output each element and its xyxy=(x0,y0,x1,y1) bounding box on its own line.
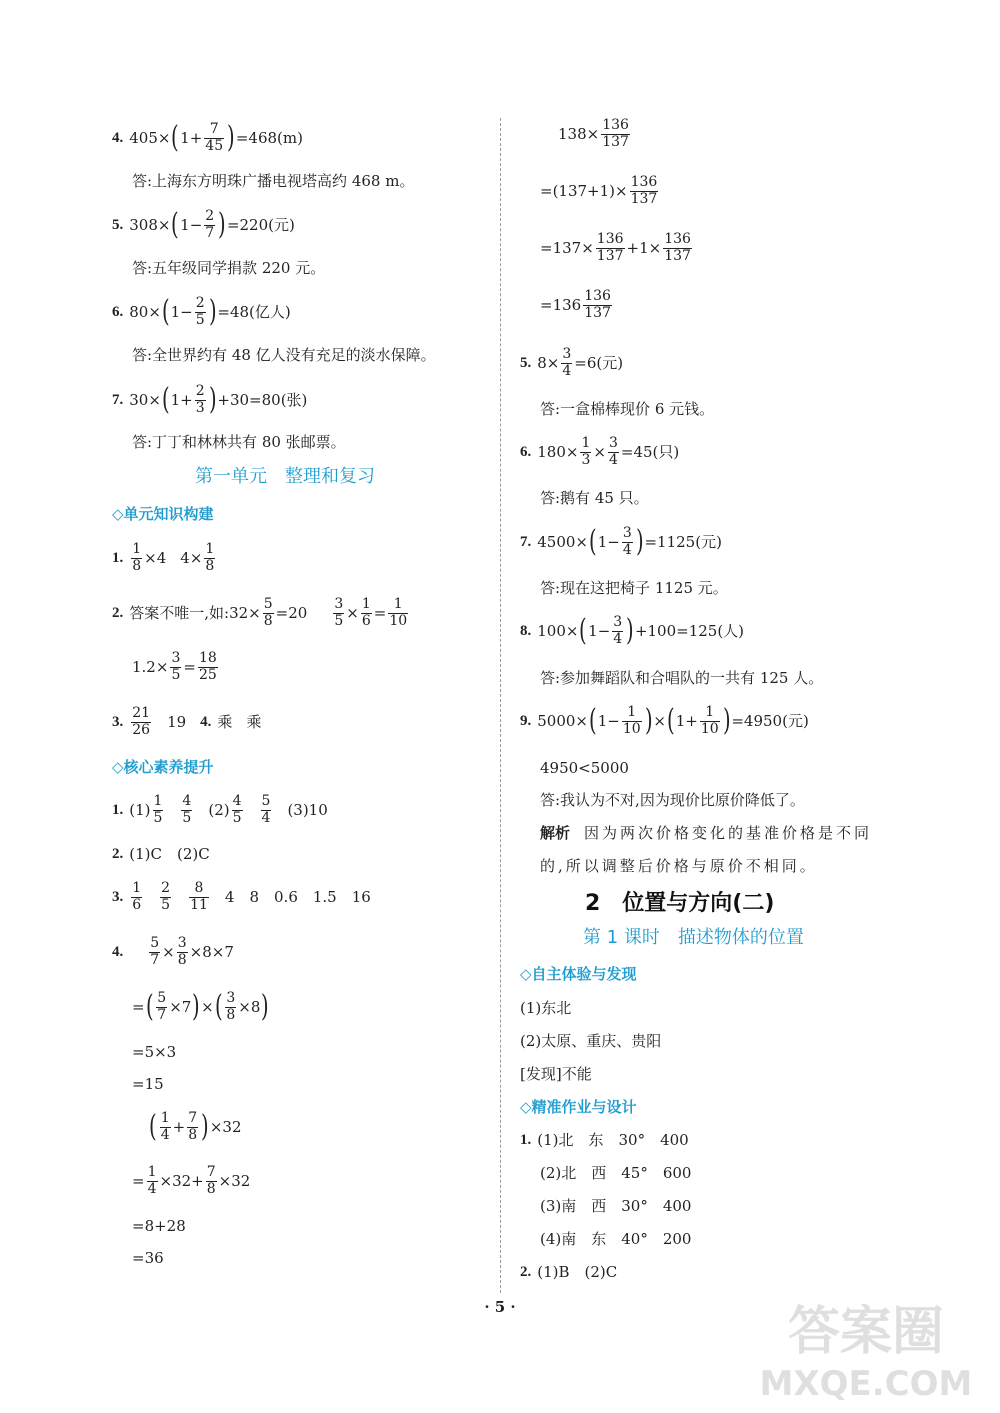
left-q4-formula: 4. 405× ( 1+ $\frac{7}{45}$ ) =468(m) xyxy=(112,120,303,156)
fraction: $\frac{1}{4}$ xyxy=(160,1110,170,1143)
chapter-title: 2 位置与方向(二) xyxy=(585,891,775,916)
watermark-logo xyxy=(746,1287,986,1407)
unit-title: 第一单元 整理和复习 xyxy=(195,466,375,487)
p1-row: (3)南 西 30° 400 xyxy=(540,1197,692,1215)
fraction: $\frac{136}{137}$ xyxy=(602,117,629,150)
h4b: = ( $\frac{5}{7}$ ×7 ) × ( $\frac{3}{8}$ ×8 ) xyxy=(132,989,270,1025)
p1-row: 1. (1)北 东 30° 400 xyxy=(520,1131,689,1149)
h4f: = $\frac{1}{4}$ ×32+ $\frac{7}{8}$ ×32 xyxy=(132,1164,251,1197)
fraction: $\frac{21}{26}$ xyxy=(132,705,151,738)
fraction: $\frac{1}{10}$ xyxy=(389,596,408,629)
a3: [发现]不能 xyxy=(520,1065,592,1083)
k2b: 1.2× $\frac{3}{5}$ = $\frac{18}{25}$ xyxy=(132,650,217,683)
fraction: $\frac{1}{10}$ xyxy=(622,704,641,737)
fraction: $\frac{2}{7}$ xyxy=(205,208,215,241)
fraction: $\frac{7}{8}$ xyxy=(188,1110,198,1143)
fraction: $\frac{3}{4}$ xyxy=(608,435,618,468)
fraction: $\frac{2}{5}$ xyxy=(195,295,205,328)
right-q9-answer: 答:我认为不对,因为现价比原价降低了。 xyxy=(540,791,805,809)
fraction: $\frac{2}{3}$ xyxy=(195,383,205,416)
left-q5-formula: 5. 308× ( 1− $\frac{2}{7}$ ) =220(元) xyxy=(112,207,295,243)
r3: =137× $\frac{136}{137}$ +1× $\frac{136}{137}$ xyxy=(540,231,691,264)
right-q9-analysis: 解析 因为两次价格变化的基准价格是不同 xyxy=(540,824,873,842)
fraction: $\frac{3}{4}$ xyxy=(613,614,623,647)
fraction: $\frac{4}{5}$ xyxy=(182,793,192,826)
r4: =136 $\frac{136}{137}$ xyxy=(540,288,611,321)
right-q5-answer: 答:一盒棉棒现价 6 元钱。 xyxy=(540,400,715,418)
a1: (1)东北 xyxy=(520,999,572,1017)
fraction: $\frac{1}{10}$ xyxy=(700,704,719,737)
question-number: 4. xyxy=(112,129,124,146)
lesson-title: 第 1 课时 描述物体的位置 xyxy=(583,927,804,948)
h4e: ( $\frac{1}{4}$ + $\frac{7}{8}$ ) ×32 xyxy=(149,1109,242,1145)
fraction: $\frac{1}{8}$ xyxy=(205,541,215,574)
fraction: $\frac{5}{7}$ xyxy=(150,935,160,968)
p1-row: (4)南 东 40° 200 xyxy=(540,1230,692,1248)
watermark-url: MXQE.COM xyxy=(759,1364,973,1404)
h4g: =8+28 xyxy=(132,1217,186,1235)
right-q9-compare: 4950<5000 xyxy=(540,759,629,777)
fraction: $\frac{3}{5}$ xyxy=(334,596,344,629)
watermark-text: 答案圈 xyxy=(787,1302,945,1362)
fraction: $\frac{5}{4}$ xyxy=(261,793,271,826)
right-q9-analysis-cont: 的,所以调整后价格与原价不相同。 xyxy=(540,857,818,875)
fraction: $\frac{1}{6}$ xyxy=(361,596,371,629)
right-q6-answer: 答:鹅有 45 只。 xyxy=(540,489,649,507)
h4c: =5×3 xyxy=(132,1043,177,1061)
fraction: $\frac{3}{8}$ xyxy=(177,935,187,968)
fraction: $\frac{1}{5}$ xyxy=(153,793,163,826)
right-q9: 9. 5000× ( 1− $\frac{1}{10}$ ) × ( 1+ $\frac{1}{10}$ ) =4950(元) xyxy=(520,703,809,739)
right-q8-answer: 答:参加舞蹈队和合唱队的一共有 125 人。 xyxy=(540,669,824,687)
fraction: $\frac{3}{8}$ xyxy=(226,990,236,1023)
h4: 4. $\frac{5}{7}$ × $\frac{3}{8}$ ×8×7 xyxy=(112,935,234,968)
fraction: $\frac{4}{5}$ xyxy=(232,793,242,826)
left-q5-answer: 答:五年级同学捐款 220 元。 xyxy=(132,259,326,277)
p2: 2. (1)B (2)C xyxy=(520,1263,618,1281)
section-heading: ◇自主体验与发现 xyxy=(520,965,637,983)
fraction: $\frac{18}{25}$ xyxy=(198,650,217,683)
page-number: · 5 · xyxy=(484,1298,516,1316)
fraction: $\frac{3}{5}$ xyxy=(171,650,181,683)
right-q7: 7. 4500× ( 1− $\frac{3}{4}$ ) =1125(元) xyxy=(520,524,722,560)
h4h: =36 xyxy=(132,1249,164,1267)
p1-row: (2)北 西 45° 600 xyxy=(540,1164,692,1182)
left-q7-formula: 7. 30× ( 1+ $\frac{2}{3}$ ) +30=80(张) xyxy=(112,382,308,418)
section-heading: ◇核心素养提升 xyxy=(112,758,214,776)
fraction: $\frac{3}{4}$ xyxy=(622,525,632,558)
fraction: $\frac{1}{8}$ xyxy=(132,541,142,574)
r1: 138× $\frac{136}{137}$ xyxy=(558,117,629,150)
fraction: $\frac{136}{137}$ xyxy=(596,231,624,264)
h4d: =15 xyxy=(132,1075,164,1093)
fraction: $\frac{5}{8}$ xyxy=(263,596,273,629)
section-heading: ◇精准作业与设计 xyxy=(520,1098,637,1116)
fraction: $\frac{7}{8}$ xyxy=(206,1164,216,1197)
k3: 3. $\frac{21}{26}$ 19 4. 乘 乘 xyxy=(112,705,262,738)
k1: 1. $\frac{1}{8}$ ×4 4× $\frac{1}{8}$ xyxy=(112,541,215,574)
h2: 2. (1)C (2)C xyxy=(112,845,210,863)
right-q5: 5. 8× $\frac{3}{4}$ =6(元) xyxy=(520,346,624,379)
fraction: $\frac{136}{137}$ xyxy=(664,231,691,264)
fraction: $\frac{2}{5}$ xyxy=(161,880,171,913)
fraction: $\frac{1}{6}$ xyxy=(132,880,142,913)
k2: 2. 答案不唯一,如:32× $\frac{5}{8}$ =20 $\frac{3}{5}$ × $\frac{1}{6}$ = $\frac{1}{10}$ xyxy=(112,596,408,629)
section-heading: ◇单元知识构建 xyxy=(112,505,214,523)
column-divider xyxy=(500,118,501,1293)
fraction: $\frac{1}{4}$ xyxy=(147,1164,157,1197)
h1: 1. (1) $\frac{1}{5}$ $\frac{4}{5}$ (2) $\frac{4}{5}$ $\frac{5}{4}$ (3)10 xyxy=(112,793,328,826)
r2: =(137+1)× $\frac{136}{137}$ xyxy=(540,174,658,207)
fraction: $\frac{7}{45}$ xyxy=(205,121,224,154)
right-q6: 6. 180× $\frac{1}{3}$ × $\frac{3}{4}$ =45(只) xyxy=(520,435,680,468)
left-q6-formula: 6. 80× ( 1− $\frac{2}{5}$ ) =48(亿人) xyxy=(112,294,291,330)
fraction: $\frac{8}{11}$ xyxy=(190,880,208,913)
left-q7-answer: 答:丁丁和林林共有 80 张邮票。 xyxy=(132,433,346,451)
fraction: $\frac{3}{4}$ xyxy=(562,346,572,379)
h3: 3. $\frac{1}{6}$ $\frac{2}{5}$ $\frac{8}{11}$ 4 8 0.6 1.5 16 xyxy=(112,880,371,913)
a2: (2)太原、重庆、贵阳 xyxy=(520,1032,662,1050)
right-q8: 8. 100× ( 1− $\frac{3}{4}$ ) +100=125(人) xyxy=(520,613,745,649)
fraction: $\frac{136}{137}$ xyxy=(584,288,611,321)
left-q4-answer: 答:上海东方明珠广播电视塔高约 468 m。 xyxy=(132,172,415,190)
right-q7-answer: 答:现在这把椅子 1125 元。 xyxy=(540,579,728,597)
fraction: $\frac{5}{7}$ xyxy=(157,990,167,1023)
fraction: $\frac{1}{3}$ xyxy=(581,435,591,468)
fraction: $\frac{136}{137}$ xyxy=(630,174,658,207)
left-q6-answer: 答:全世界约有 48 亿人没有充足的淡水保障。 xyxy=(132,346,436,364)
